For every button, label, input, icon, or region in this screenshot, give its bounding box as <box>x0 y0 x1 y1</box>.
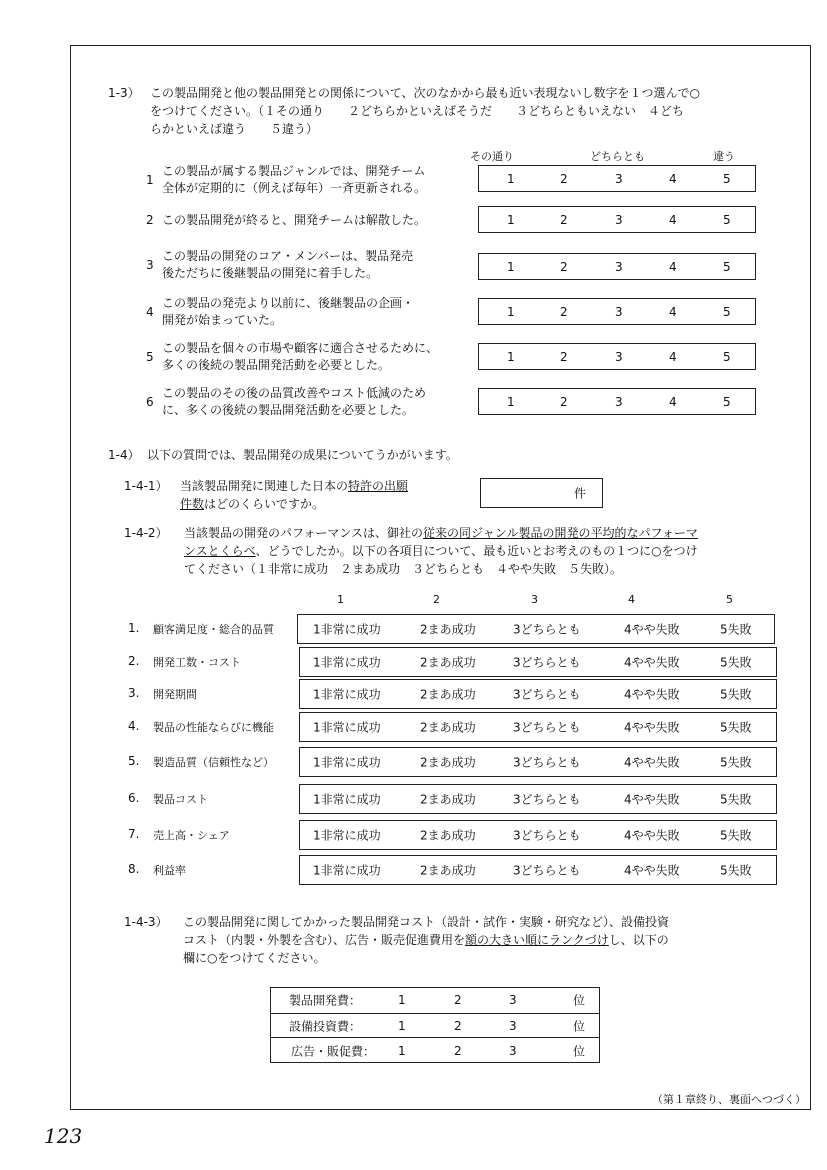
q142-rating-option[interactable]: 3どちらとも <box>513 792 581 807</box>
q142-item-label: 利益率 <box>153 864 186 877</box>
q13-scale-option[interactable]: 3 <box>615 212 623 227</box>
q142-rating-option[interactable]: 3どちらとも <box>513 828 581 843</box>
q142-rating-option[interactable]: 1非常に成功 <box>313 828 381 843</box>
q142-number: 1-4-2） <box>124 526 168 540</box>
q13-scale-option[interactable]: 3 <box>615 394 623 409</box>
q142-item-number: 2. <box>128 654 140 668</box>
footer-note: （第１章終り、裏面へつづく） <box>652 1093 806 1106</box>
q13-scale-option[interactable]: 4 <box>669 394 677 409</box>
q142-rating-option[interactable]: 3どちらとも <box>513 687 581 702</box>
q142-rating-option[interactable]: 1非常に成功 <box>313 622 381 637</box>
q13-scale-option[interactable]: 1 <box>507 349 515 364</box>
q13-item-text: 開発が始まっていた。 <box>162 313 283 327</box>
q13-scale-option[interactable]: 2 <box>560 349 568 364</box>
q143-line2: コスト（内製・外製を含む）、広告・販売促進費用を額の大きい順にランクづけし、以下の <box>183 933 669 947</box>
cost-rank-unit: 位 <box>573 1044 586 1059</box>
q13-item-number: 1 <box>146 173 154 187</box>
q142-rating-option[interactable]: 3どちらとも <box>513 720 581 735</box>
q142-item-label: 開発期間 <box>153 688 197 701</box>
q142-rating-option[interactable]: 2まあ成功 <box>420 720 476 735</box>
q13-scale-header-agree: その通り <box>470 150 514 163</box>
q13-item-text: この製品のその後の品質改善やコスト低減のため <box>162 386 427 400</box>
q13-scale-option[interactable]: 4 <box>669 349 677 364</box>
q13-item-text: 後ただちに後継製品の開発に着手した。 <box>162 266 379 280</box>
cost-rank-unit: 位 <box>573 1019 586 1034</box>
q142-rating-option[interactable]: 5失敗 <box>720 687 752 702</box>
cost-rank-row <box>271 1013 599 1039</box>
q143-line3: 欄に○をつけてください。 <box>183 951 326 965</box>
q13-item-number: 4 <box>146 305 154 319</box>
q13-item-number: 2 <box>146 213 154 227</box>
q13-scale-option[interactable]: 5 <box>723 259 731 274</box>
q142-rating-box <box>299 784 777 814</box>
page-number: 123 <box>44 1124 83 1148</box>
q142-rating-option[interactable]: 5失敗 <box>720 622 752 637</box>
q13-item-text: に、多くの後続の製品開発活動を必要とした。 <box>162 403 415 417</box>
q14-text: 以下の質問では、製品開発の成果についてうかがいます。 <box>147 448 458 462</box>
q13-scale-option[interactable]: 2 <box>560 259 568 274</box>
q142-rating-box <box>299 712 777 742</box>
q13-scale-box <box>478 388 756 415</box>
q142-rating-option[interactable]: 2まあ成功 <box>420 687 476 702</box>
q142-rating-option[interactable]: 1非常に成功 <box>313 687 381 702</box>
q13-item-text: この製品の開発のコア・メンバーは、製品発売 <box>162 249 414 263</box>
q13-scale-option[interactable]: 2 <box>560 394 568 409</box>
q142-rating-option[interactable]: 2まあ成功 <box>420 622 476 637</box>
q142-rating-option[interactable]: 3どちらとも <box>513 863 581 878</box>
q13-scale-option[interactable]: 3 <box>615 259 623 274</box>
q142-rating-option[interactable]: 4やや失敗 <box>624 828 680 843</box>
q142-rating-option[interactable]: 4やや失敗 <box>624 622 680 637</box>
q13-scale-option[interactable]: 1 <box>507 304 515 319</box>
q141-number: 1-4-1） <box>124 479 168 493</box>
q142-rating-box <box>299 747 777 777</box>
cost-rank-label: 製品開発費： <box>289 993 362 1008</box>
q142-item-label: 製品コスト <box>153 793 208 806</box>
q142-line3: てください（１非常に成功 ２まあ成功 ３どちらとも ４やや失敗 ５失敗）。 <box>184 562 623 576</box>
q13-item-number: 3 <box>146 258 154 272</box>
q142-item-label: 開発工数・コスト <box>153 656 241 669</box>
cost-rank-table <box>270 987 600 1063</box>
q142-item-label: 顧客満足度・総合的品質 <box>153 623 274 636</box>
q13-scale-option[interactable]: 5 <box>723 394 731 409</box>
q13-scale-option[interactable]: 1 <box>507 394 515 409</box>
q142-line1: 当該製品の開発のパフォーマンスは、御社の従来の同ジャンル製品の開発の平均的なパフォーマ <box>184 526 698 540</box>
q142-item-number: 5. <box>128 754 140 768</box>
q142-line2: ンスとくらべ、どうでしたか。以下の各項目について、最も近いとお考えのもの１つに○をつけ <box>184 544 698 558</box>
q13-scale-box <box>478 253 756 280</box>
q142-rating-option[interactable]: 3どちらとも <box>513 622 581 637</box>
q142-rating-option[interactable]: 4やや失敗 <box>624 720 680 735</box>
q141-line2: 件数はどのくらいですか。 <box>180 497 325 511</box>
q142-col-header-4: 4 <box>628 593 635 606</box>
q142-col-header-1: 1 <box>337 593 344 606</box>
q13-item-text: この製品の発売より以前に、後継製品の企画・ <box>162 296 415 310</box>
q13-scale-option[interactable]: 1 <box>507 171 515 186</box>
cost-rank-option[interactable]: 1 <box>398 1043 406 1058</box>
q13-scale-option[interactable]: 3 <box>615 349 623 364</box>
q142-rating-option[interactable]: 4やや失敗 <box>624 655 680 670</box>
q142-col-header-3: 3 <box>531 593 538 606</box>
q13-scale-option[interactable]: 3 <box>615 304 623 319</box>
q141-line1: 当該製品開発に関連した日本の特許の出願 <box>180 479 409 493</box>
q13-scale-box <box>478 343 756 370</box>
cost-rank-option[interactable]: 2 <box>454 993 462 1008</box>
q142-rating-option[interactable]: 3どちらとも <box>513 655 581 670</box>
q13-scale-option[interactable]: 5 <box>723 349 731 364</box>
q142-rating-option[interactable]: 2まあ成功 <box>420 792 476 807</box>
q142-item-number: 7. <box>128 827 140 841</box>
q142-rating-box <box>299 820 777 850</box>
cost-rank-option[interactable]: 3 <box>509 1019 517 1034</box>
q142-rating-box <box>299 855 777 885</box>
q13-scale-header-disagree: 違う <box>713 150 735 163</box>
cost-rank-row <box>271 988 599 1013</box>
cost-rank-option[interactable]: 2 <box>454 1043 462 1058</box>
q13-scale-option[interactable]: 5 <box>723 171 731 186</box>
q14-number: 1-4） <box>108 448 140 462</box>
q13-number: 1-3） <box>108 86 140 100</box>
q142-item-number: 3. <box>128 686 140 700</box>
q13-item-text: 多くの後続の製品開発活動を必要とした。 <box>162 358 391 372</box>
cost-rank-label: 広告・販促費： <box>291 1044 376 1059</box>
q13-item-number: 6 <box>146 395 154 409</box>
cost-rank-option[interactable]: 1 <box>398 1019 406 1034</box>
cost-rank-option[interactable]: 3 <box>509 1043 517 1058</box>
q13-scale-option[interactable]: 1 <box>507 212 515 227</box>
q13-scale-option[interactable]: 4 <box>669 212 677 227</box>
q13-scale-option[interactable]: 3 <box>615 171 623 186</box>
q13-item-number: 5 <box>146 350 154 364</box>
q13-text-line1: この製品開発と他の製品開発との関係について、次のなかから最も近い表現ないし数字を１つ選んで○ <box>150 86 700 100</box>
q13-scale-box <box>478 165 756 192</box>
cost-rank-row <box>271 1037 599 1063</box>
cost-rank-unit: 位 <box>573 993 586 1008</box>
cost-rank-option[interactable]: 1 <box>398 993 406 1008</box>
q13-scale-option[interactable]: 4 <box>669 304 677 319</box>
q13-scale-option[interactable]: 5 <box>723 212 731 227</box>
q142-rating-option[interactable]: 2まあ成功 <box>420 828 476 843</box>
q13-item-text: この製品が属する製品ジャンルでは、開発チーム <box>162 164 426 178</box>
q142-rating-option[interactable]: 4やや失敗 <box>624 792 680 807</box>
q142-item-number: 1. <box>128 621 140 635</box>
q142-rating-option[interactable]: 1非常に成功 <box>313 792 381 807</box>
q13-scale-header-neutral: どちらとも <box>590 150 645 163</box>
q142-rating-option[interactable]: 2まあ成功 <box>420 755 476 770</box>
q143-number: 1-4-3） <box>124 915 168 929</box>
q142-rating-option[interactable]: 5失敗 <box>720 720 752 735</box>
q13-text-line2: をつけてください。（１その通り ２どちらかといえばそうだ ３どちらともいえない ４どち <box>150 104 685 118</box>
q142-rating-box <box>299 679 777 709</box>
cost-rank-option[interactable]: 3 <box>509 993 517 1008</box>
q13-item-text: この製品開発が終ると、開発チームは解散した。 <box>162 213 427 227</box>
q142-rating-option[interactable]: 5失敗 <box>720 828 752 843</box>
q142-col-header-5: 5 <box>726 593 733 606</box>
q142-rating-option[interactable]: 4やや失敗 <box>624 755 680 770</box>
q142-rating-option[interactable]: 4やや失敗 <box>624 863 680 878</box>
q13-text-line3: らかといえば違う ５違う） <box>150 122 319 136</box>
q142-item-label: 製品の性能ならびに機能 <box>153 721 274 734</box>
q13-scale-option[interactable]: 1 <box>507 259 515 274</box>
q13-scale-option[interactable]: 4 <box>669 259 677 274</box>
q142-rating-option[interactable]: 3どちらとも <box>513 755 581 770</box>
cost-rank-option[interactable]: 2 <box>454 1019 462 1034</box>
q13-scale-box <box>478 206 756 233</box>
q143-line1: この製品開発に関してかかった製品開発コスト（設計・試作・実験・研究など）、設備投資 <box>183 915 670 929</box>
q142-item-number: 4. <box>128 719 140 733</box>
q142-rating-option[interactable]: 4やや失敗 <box>624 687 680 702</box>
q142-item-label: 売上高・シェア <box>153 829 230 842</box>
q13-item-text: 全体が定期的に（例えば毎年）一斉更新される。 <box>162 181 427 195</box>
q142-item-label: 製造品質（信頼性など） <box>153 756 274 769</box>
q142-rating-box <box>297 614 775 644</box>
q142-rating-option[interactable]: 5失敗 <box>720 755 752 770</box>
q13-scale-option[interactable]: 2 <box>560 171 568 186</box>
q142-rating-option[interactable]: 2まあ成功 <box>420 863 476 878</box>
q13-scale-option[interactable]: 2 <box>560 212 568 227</box>
patent-count-unit: 件 <box>574 486 587 501</box>
q13-item-text: この製品を個々の市場や顧客に適合させるために、 <box>162 341 439 355</box>
patent-count-field[interactable] <box>480 478 603 508</box>
q13-scale-option[interactable]: 2 <box>560 304 568 319</box>
q142-rating-option[interactable]: 5失敗 <box>720 655 752 670</box>
q142-item-number: 8. <box>128 862 140 876</box>
q13-scale-box <box>478 298 756 325</box>
q142-col-header-2: 2 <box>433 593 440 606</box>
q142-rating-option[interactable]: 1非常に成功 <box>313 863 381 878</box>
q142-rating-option[interactable]: 5失敗 <box>720 792 752 807</box>
q13-scale-option[interactable]: 5 <box>723 304 731 319</box>
q142-rating-option[interactable]: 1非常に成功 <box>313 720 381 735</box>
q142-rating-option[interactable]: 1非常に成功 <box>313 755 381 770</box>
q142-rating-box <box>299 647 777 677</box>
cost-rank-label: 設備投資費： <box>289 1019 362 1034</box>
q142-rating-option[interactable]: 1非常に成功 <box>313 655 381 670</box>
q142-item-number: 6. <box>128 791 140 805</box>
q142-rating-option[interactable]: 2まあ成功 <box>420 655 476 670</box>
q13-scale-option[interactable]: 4 <box>669 171 677 186</box>
q142-rating-option[interactable]: 5失敗 <box>720 863 752 878</box>
